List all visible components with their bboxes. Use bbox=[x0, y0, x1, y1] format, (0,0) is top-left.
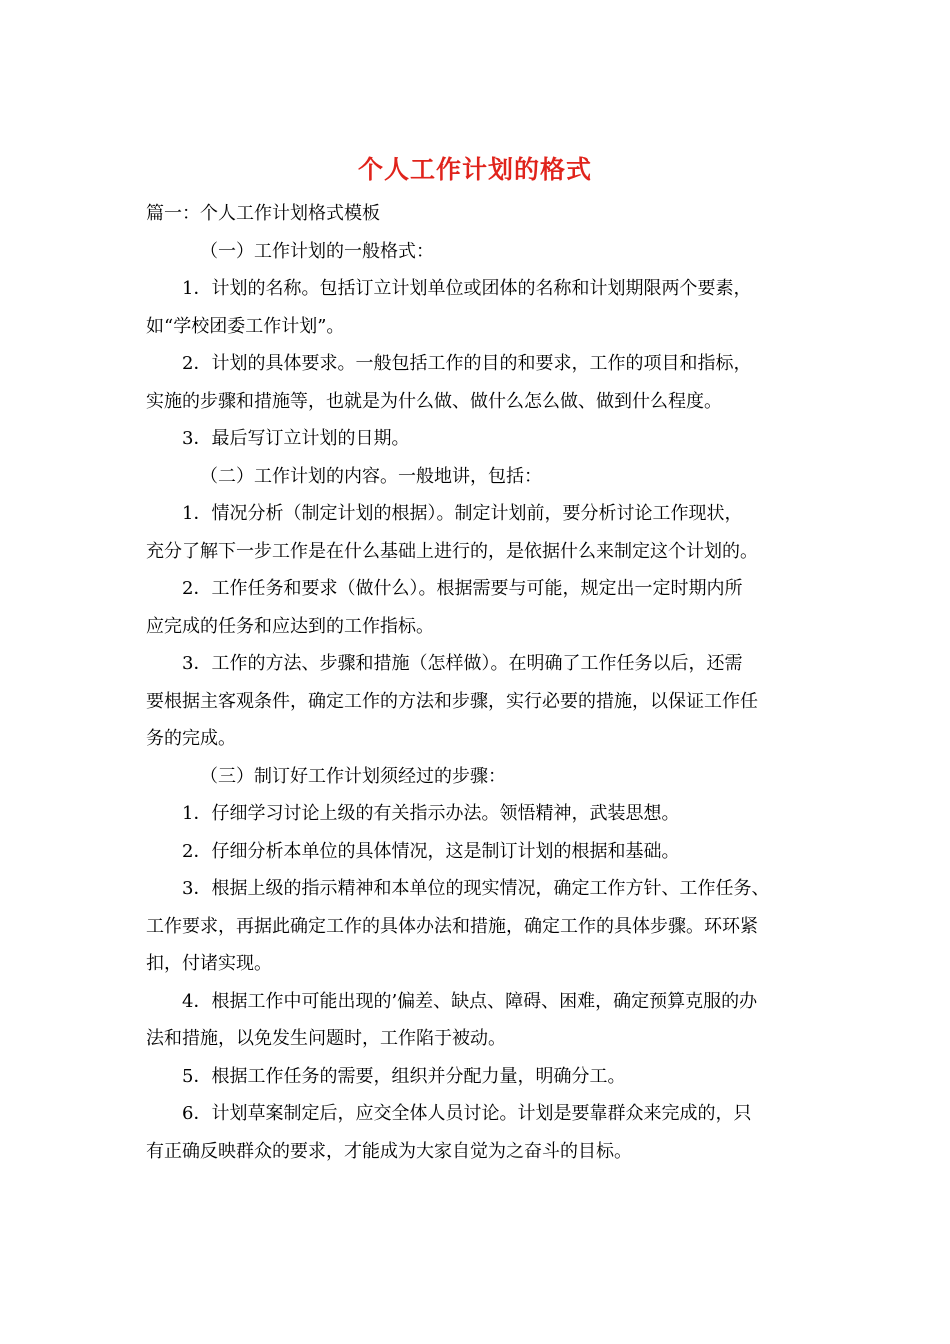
text-line: 要根据主客观条件，确定工作的方法和步骤，实行必要的措施，以保证工作任 bbox=[146, 690, 758, 712]
document-body bbox=[146, 195, 811, 1170]
text-line: 务的完成。 bbox=[146, 728, 236, 749]
text-line: 3．根据上级的指示精神和本单位的现实情况，确定工作方针、工作任务、 bbox=[182, 878, 770, 899]
paragraph bbox=[146, 833, 811, 871]
text-line: （二）工作计划的内容。一般地讲，包括： bbox=[200, 465, 542, 487]
paragraph bbox=[146, 1095, 811, 1170]
paragraph bbox=[146, 645, 811, 758]
text-line: 2．计划的具体要求。一般包括工作的目的和要求，工作的项目和指标， bbox=[182, 353, 752, 374]
text-line: 1．情况分析（制定计划的根据）。制定计划前，要分析讨论工作现状， bbox=[182, 503, 743, 524]
text-line: 2．工作任务和要求（做什么）。根据需要与可能，规定出一定时期内所 bbox=[182, 578, 743, 599]
text-line: 篇一：个人工作计划格式模板 bbox=[146, 203, 380, 224]
section-heading bbox=[146, 758, 811, 796]
text-line: 2．仔细分析本单位的具体情况，这是制订计划的根据和基础。 bbox=[182, 840, 680, 862]
text-line: （一）工作计划的一般格式： bbox=[200, 240, 434, 262]
section-heading bbox=[146, 233, 811, 271]
text-line: 1．计划的名称。包括订立计划单位或团体的名称和计划期限两个要素， bbox=[182, 278, 752, 299]
text-line: 如“学校团委工作计划”。 bbox=[146, 315, 345, 337]
text-line: 5．根据工作任务的需要，组织并分配力量，明确分工。 bbox=[182, 1065, 626, 1087]
text-line: 1．仔细学习讨论上级的有关指示办法。领悟精神，武装思想。 bbox=[182, 803, 680, 824]
text-line: 4．根据工作中可能出现的’偏差、缺点、障碍、困难，确定预算克服的办 bbox=[182, 990, 758, 1012]
paragraph bbox=[146, 983, 811, 1058]
text-line: 法和措施，以免发生问题时，工作陷于被动。 bbox=[146, 1028, 506, 1049]
paragraph bbox=[146, 870, 811, 983]
paragraph bbox=[146, 345, 811, 420]
text-line: 实施的步骤和措施等，也就是为什么做、做什么怎么做、做到什么程度。 bbox=[146, 390, 722, 412]
text-line: 3．最后写订立计划的日期。 bbox=[182, 428, 410, 449]
section-heading bbox=[146, 458, 811, 496]
paragraph bbox=[146, 270, 811, 345]
text-line: 扣，付诸实现。 bbox=[146, 953, 272, 974]
paragraph bbox=[146, 795, 811, 833]
paragraph bbox=[146, 495, 811, 570]
text-line: 3．工作的方法、步骤和措施（怎样做）。在明确了工作任务以后，还需 bbox=[182, 653, 743, 674]
text-line: （三）制订好工作计划须经过的步骤： bbox=[200, 765, 506, 787]
text-line: 6．计划草案制定后，应交全体人员讨论。计划是要靠群众来完成的，只 bbox=[182, 1103, 752, 1124]
text-line: 应完成的任务和应达到的工作指标。 bbox=[146, 615, 434, 637]
document-title: 个人工作计划的格式 bbox=[357, 155, 592, 184]
section-label bbox=[146, 195, 811, 233]
paragraph bbox=[146, 420, 811, 458]
text-line: 工作要求，再据此确定工作的具体办法和措施，确定工作的具体步骤。环环紧 bbox=[146, 915, 758, 937]
paragraph bbox=[146, 1058, 811, 1096]
text-line: 充分了解下一步工作是在什么基础上进行的，是依据什么来制定这个计划的。 bbox=[146, 540, 758, 562]
paragraph bbox=[146, 570, 811, 645]
text-line: 有正确反映群众的要求，才能成为大家自觉为之奋斗的目标。 bbox=[146, 1140, 632, 1162]
